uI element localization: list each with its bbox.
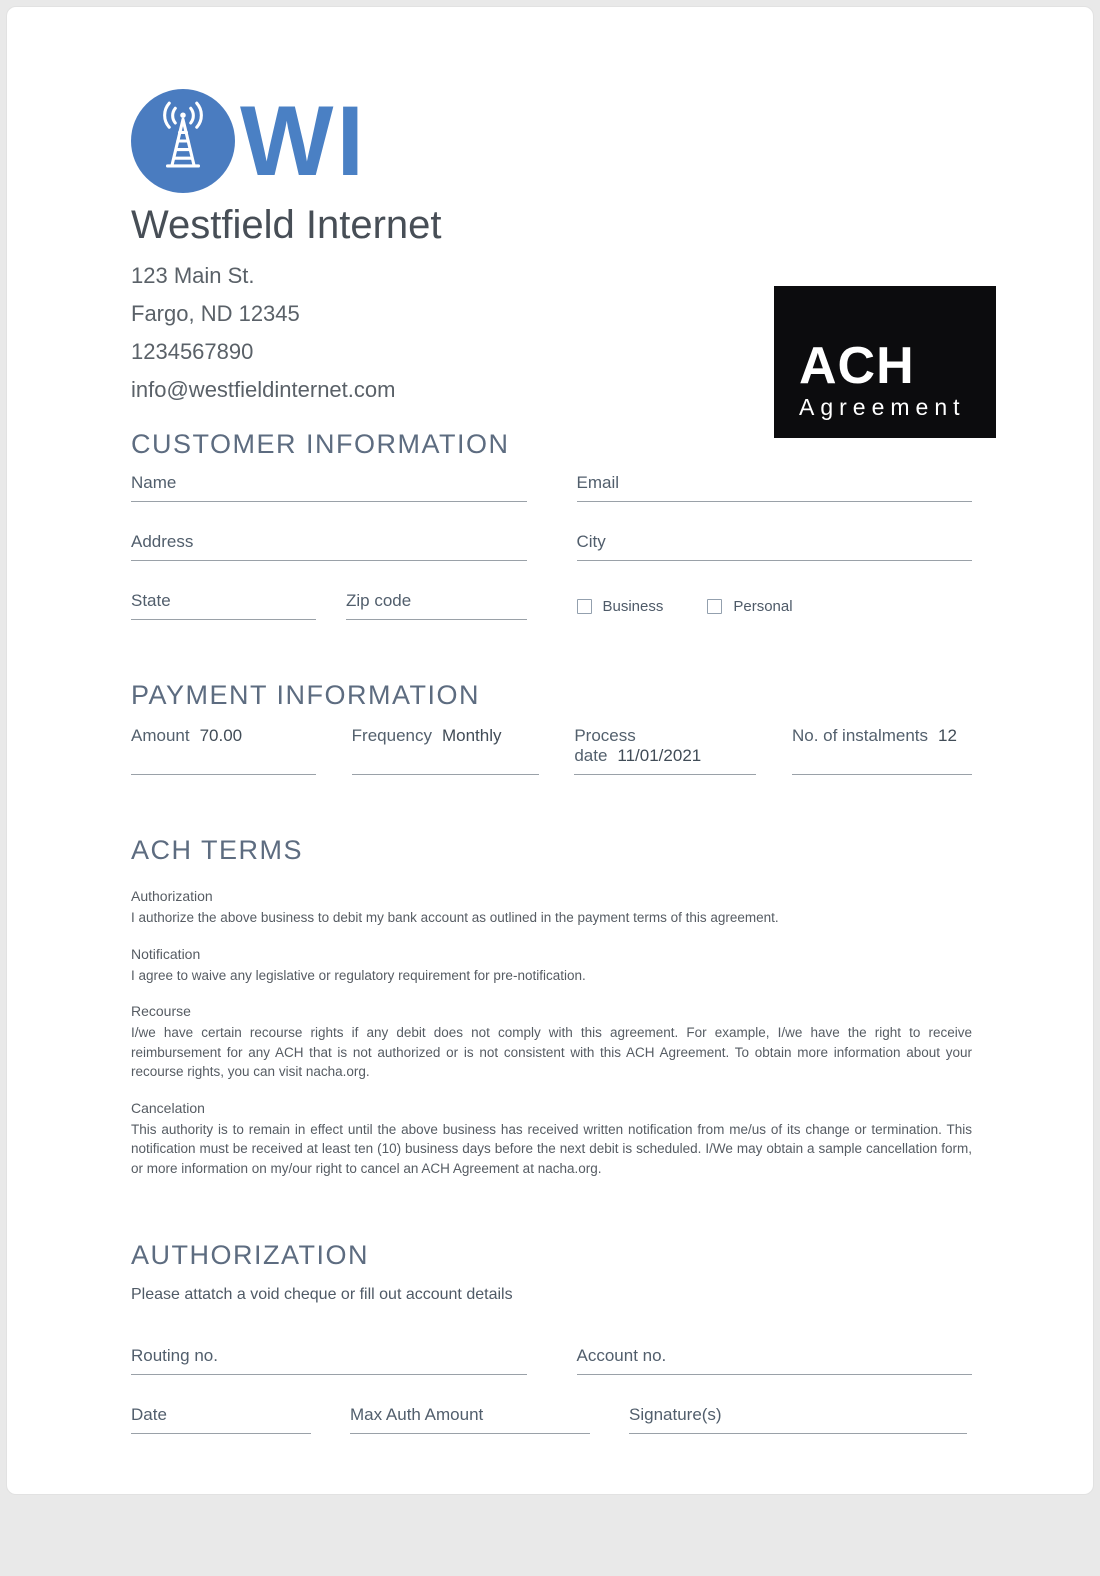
- email-field[interactable]: [577, 473, 973, 502]
- routing-number-field[interactable]: [131, 1346, 527, 1375]
- instalments-field[interactable]: [792, 726, 972, 775]
- company-email: info@westfieldinternet.com: [131, 371, 972, 409]
- clause-title: Authorization: [131, 887, 972, 906]
- business-checkbox[interactable]: [577, 599, 592, 614]
- city-field[interactable]: [577, 532, 973, 561]
- amount-value: 70.00: [200, 726, 243, 745]
- address-field[interactable]: [131, 532, 527, 561]
- signature-label: Signature(s): [629, 1405, 967, 1425]
- business-checkbox-item: [577, 598, 664, 615]
- account-type-checkboxes: [577, 591, 973, 620]
- frequency-value: Monthly: [442, 726, 502, 745]
- badge-title: ACH: [799, 341, 996, 391]
- payment-information-heading: PAYMENT INFORMATION: [131, 680, 972, 710]
- personal-checkbox[interactable]: [707, 599, 722, 614]
- authorization-instruction: Please attatch a void cheque or fill out account details: [131, 1284, 972, 1306]
- process-date-label: Process date: [574, 726, 635, 765]
- date-field[interactable]: [131, 1405, 311, 1434]
- company-phone: 1234567890: [131, 333, 972, 371]
- zip-code-label: Zip code: [346, 591, 527, 611]
- logo-initials: WI: [240, 89, 367, 193]
- personal-checkbox-item: [707, 598, 792, 615]
- badge-subtitle: Agreement: [799, 394, 996, 421]
- name-label: Name: [131, 473, 527, 493]
- business-checkbox-label: Business: [603, 598, 664, 615]
- amount-field[interactable]: [131, 726, 316, 775]
- clause-title: Recourse: [131, 1002, 972, 1021]
- max-auth-amount-label: Max Auth Amount: [350, 1405, 590, 1425]
- routing-number-label: Routing no.: [131, 1346, 527, 1366]
- instalments-value: 12: [938, 726, 957, 745]
- customer-information-heading: CUSTOMER INFORMATION: [131, 429, 972, 459]
- clause-body: I agree to waive any legislative or regulatory requirement for pre-notification.: [131, 966, 972, 986]
- clause-title: Notification: [131, 945, 972, 964]
- max-auth-amount-field[interactable]: [350, 1405, 590, 1434]
- name-field[interactable]: [131, 473, 527, 502]
- signature-row: [131, 1405, 972, 1434]
- zip-code-field[interactable]: [346, 591, 527, 620]
- ach-terms-heading: ACH TERMS: [131, 835, 972, 865]
- date-label: Date: [131, 1405, 311, 1425]
- company-address-line2: Fargo, ND 12345: [131, 295, 972, 333]
- process-date-field[interactable]: [574, 726, 756, 775]
- bank-details-row: [131, 1346, 972, 1375]
- state-field[interactable]: [131, 591, 316, 620]
- process-date-value: 11/01/2021: [617, 746, 701, 765]
- clause-body: I authorize the above business to debit my bank account as outlined in the payment terms of this agreement.: [131, 908, 972, 928]
- customer-information-fields: [131, 473, 972, 620]
- amount-label: Amount: [131, 726, 190, 745]
- clause-body: I/we have certain recourse rights if any debit does not comply with this agreement. For example, I/we have the right to receive reimbursement for any ACH that is not authorized or is not consistent with this ACH Agreement. To obtain more information about your recourse rights, you can visit nacha.org.: [131, 1023, 972, 1082]
- authorization-clause: [131, 887, 972, 928]
- company-logo: [131, 89, 972, 193]
- account-number-field[interactable]: [577, 1346, 973, 1375]
- radio-tower-icon: [131, 89, 235, 193]
- email-label: Email: [577, 473, 973, 493]
- payment-information-fields: [131, 726, 972, 775]
- document-page: [6, 6, 1094, 1495]
- state-zip-row: [131, 591, 527, 620]
- company-name: Westfield Internet: [131, 203, 972, 247]
- company-address-line1: 123 Main St.: [131, 257, 972, 295]
- address-label: Address: [131, 532, 527, 552]
- instalments-label: No. of instalments: [792, 726, 928, 745]
- frequency-label: Frequency: [352, 726, 432, 745]
- clause-title: Cancelation: [131, 1099, 972, 1118]
- ach-terms-clauses: [131, 887, 972, 1178]
- state-label: State: [131, 591, 316, 611]
- ach-agreement-badge: [774, 286, 996, 438]
- cancelation-clause: [131, 1099, 972, 1179]
- authorization-heading: AUTHORIZATION: [131, 1240, 972, 1270]
- signature-field[interactable]: [629, 1405, 967, 1434]
- clause-body: This authority is to remain in effect until the above business has received written notification from me/us of its change or termination. This notification must be received at least ten (10) business days before the next debit is scheduled. I/We may obtain a sample cancellation form, or more information on my/our right to cancel an ACH Agreement at nacha.org.: [131, 1120, 972, 1179]
- notification-clause: [131, 945, 972, 986]
- account-number-label: Account no.: [577, 1346, 973, 1366]
- personal-checkbox-label: Personal: [733, 598, 792, 615]
- recourse-clause: [131, 1002, 972, 1082]
- city-label: City: [577, 532, 973, 552]
- frequency-field[interactable]: [352, 726, 539, 775]
